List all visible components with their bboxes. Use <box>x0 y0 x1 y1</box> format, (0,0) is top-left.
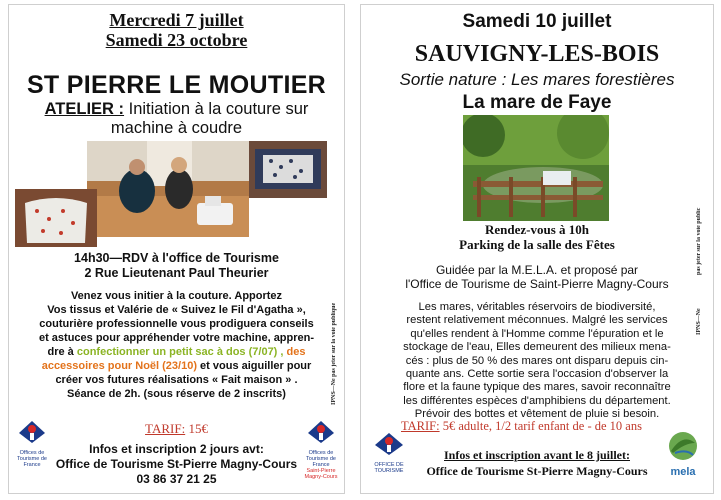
left-logo-text-2: Offices de Tourisme de France <box>306 450 336 468</box>
left-body-6 <box>9 359 344 373</box>
atelier-label: ATELIER : <box>44 100 125 118</box>
left-body-5 <box>9 345 344 359</box>
left-info-office: Office de Tourisme St-Pierre Magny-Cours <box>55 457 298 471</box>
left-description <box>9 289 344 401</box>
right-place: La mare de Faye <box>462 92 612 113</box>
mare-de-faye-photo <box>463 115 609 221</box>
left-body-3: couturière professionnelle vous prodiguera conseils <box>39 318 314 330</box>
atelier-title-2: machine à coudre <box>110 119 243 137</box>
left-town: ST PIERRE LE MOUTIER <box>26 71 327 99</box>
left-date-1: Mercredi 7 juillet <box>109 10 244 30</box>
right-body-6: quante ans. Cette sortie sera l'occasion d'observer la <box>405 368 669 381</box>
left-body-1: Venez vous initier à la couture. Apportez <box>70 290 283 302</box>
right-date: Samedi 10 juillet <box>462 11 612 32</box>
atelier-title-1: Initiation à la couture sur <box>124 100 309 118</box>
right-info-office: Office de Tourisme St-Pierre Magny-Cours <box>426 464 648 478</box>
right-guide <box>361 263 713 291</box>
left-phone: 03 86 37 21 25 <box>136 472 217 486</box>
left-tarif-label: TARIF: <box>145 421 186 436</box>
left-rdv-1: 14h30—RDV à l'office de Tourisme <box>74 251 279 265</box>
right-vertical-note-bottom: IPNS—Ne <box>696 308 702 335</box>
right-poster <box>360 4 714 494</box>
right-body-7: flore et la faune typique des mares, savoir reconnaître <box>403 381 671 394</box>
mela-logo-text: mela <box>670 466 696 478</box>
left-body-2: Vos tissus et Valérie de « Suivez le Fil d'Agatha », <box>47 304 306 316</box>
right-body-2: restent relativement méconnues. Malgré les services <box>406 314 668 327</box>
right-guide-1: Guidée par la M.E.L.A. et proposé par <box>435 263 639 277</box>
left-highlight-des: des <box>286 346 306 358</box>
right-body-8: les différentes espèces d'amphibiens du département. <box>403 394 671 407</box>
right-vertical-note-top: pas jeter sur la voie public <box>696 207 702 275</box>
left-highlight-sac: confectionner un petit sac à dos (7/07) , <box>76 346 284 358</box>
left-body-5a: dre à <box>47 346 77 358</box>
left-poster <box>8 4 345 494</box>
right-town: SAUVIGNY-LES-BOIS <box>414 41 660 67</box>
right-rdv-2: Parking de la salle des Fêtes <box>459 237 615 252</box>
left-logo-text: Offices de Tourisme de France <box>17 450 47 468</box>
right-body-1: Les mares, véritables réservoirs de biodiversité, <box>418 301 656 313</box>
left-atelier-line <box>9 100 344 119</box>
left-body-4: et astuces pour appréhender votre machine, appren- <box>38 332 315 344</box>
right-rdv-1: Rendez-vous à 10h <box>484 222 589 237</box>
right-info-title: Infos et inscription avant le 8 juillet: <box>444 448 630 462</box>
backpack-photo <box>15 189 97 247</box>
right-tarif-label: TARIF: <box>401 419 440 433</box>
left-highlight-noel: accessoires pour Noël (23/10) <box>41 360 197 372</box>
left-vertical-note: IPNS—Ne pas jeter sur la voie publique <box>331 302 337 405</box>
right-tarif-value: 5€ adulte, 1/2 tarif enfant de - de 10 ans <box>439 419 642 433</box>
left-body-7: créer vos futures réalisations « Fait maison » . <box>55 374 298 386</box>
left-tarif <box>9 421 344 437</box>
left-logo-sub: Saint-Pierre Magny-Cours <box>304 468 338 480</box>
fabric-photo <box>249 141 327 198</box>
left-date-2: Samedi 23 octobre <box>105 30 248 50</box>
right-guide-2: l'Office de Tourisme de Saint-Pierre Magny-Cours <box>405 277 669 291</box>
left-body-8: Séance de 2h. (sous réserve de 2 inscrits) <box>67 388 286 400</box>
right-body-5: cés : plus de 50 % des mares ont disparu depuis cin- <box>405 354 669 367</box>
right-subtitle: Sortie nature : Les mares forestières <box>399 70 675 89</box>
left-info-title: Infos et inscription 2 jours avt: <box>89 442 264 456</box>
left-tarif-value: 15€ <box>185 421 208 436</box>
right-body-9: Prévoir des bottes et vêtement de pluie si besoin. <box>414 408 660 421</box>
right-description <box>361 301 713 422</box>
left-rdv-2: 2 Rue Lieutenant Paul Theurier <box>84 266 269 280</box>
sewing-workshop-photo <box>87 141 249 237</box>
left-body-6b: et vous aiguiller pour <box>197 360 312 372</box>
right-body-3: qu'elles rendent à l'Homme comme l'épuration et le <box>410 327 664 340</box>
right-body-4: stockage de l'eau, Elles demeurent des milieux mena- <box>403 341 671 354</box>
right-logo-office: OFFICE DE TOURISME <box>374 462 404 474</box>
